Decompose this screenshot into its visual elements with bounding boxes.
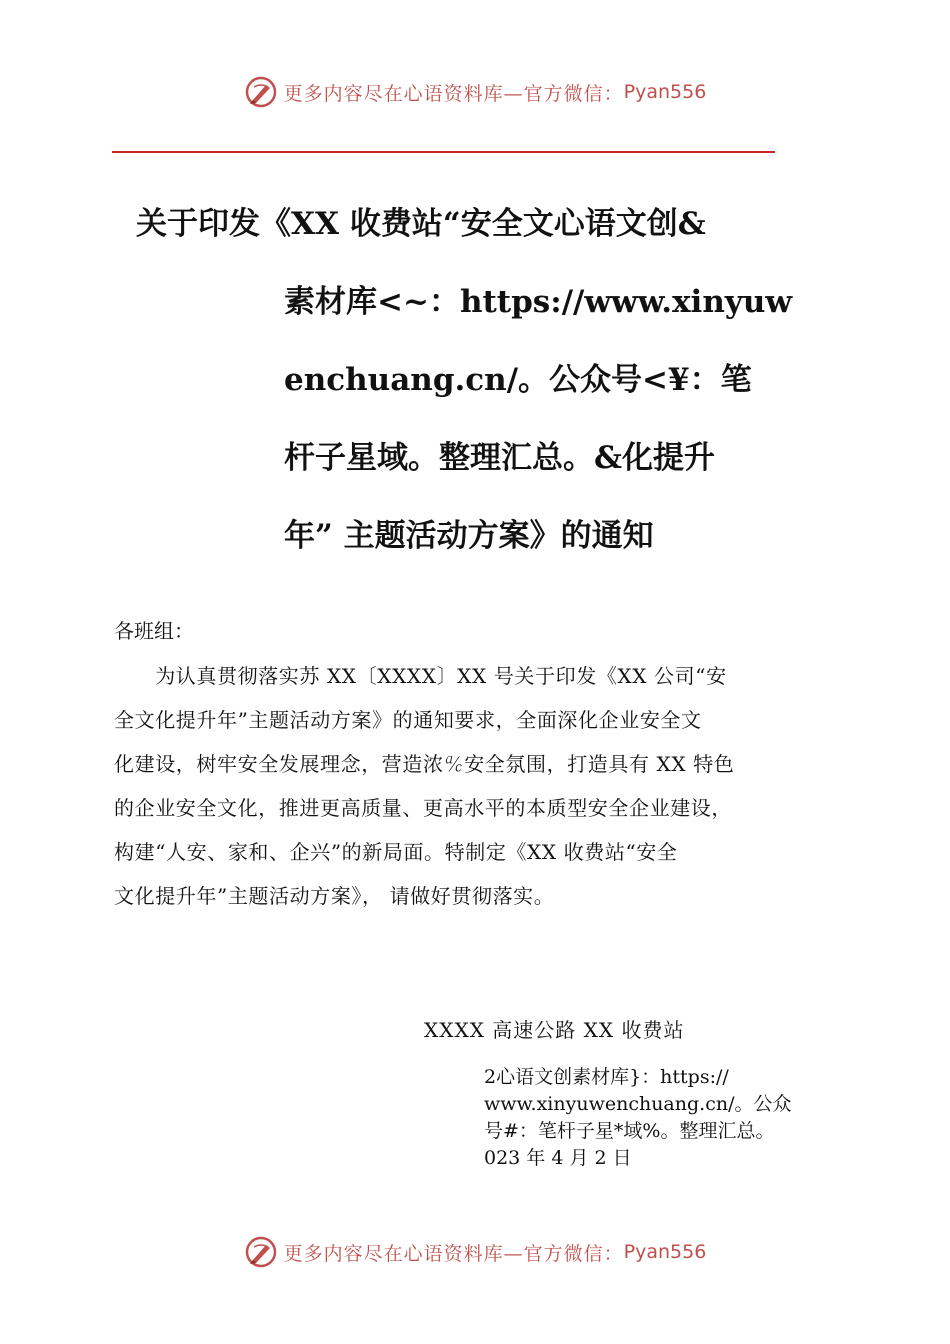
body-line: 的企业安全文化，推进更高质量、更高水平的本质型安全企业建设， <box>114 796 732 820</box>
salutation: 各班组： <box>114 619 194 643</box>
body-line: 为认真贯彻落实苏 XX〔XXXX〕XX 号关于印发《XX 公司“安 <box>114 664 727 688</box>
body-line: 构建“人安、家和、企兴”的新局面。特制定《XX 收费站“安全 <box>114 840 678 864</box>
signature-date: 023 年 4 月 2 日 <box>484 1147 632 1169</box>
title-line: enchuang.cn/。公众号<¥：笔 <box>284 362 752 398</box>
body-line: 全文化提升年”主题活动方案》的通知要求，全面深化企业安全文 <box>114 708 702 732</box>
title-line: 年” 主题活动方案》的通知 <box>284 518 654 554</box>
signature-org: XXXX 高速公路 XX 收费站 <box>424 1018 685 1042</box>
header-banner <box>0 70 950 114</box>
header-rule <box>112 151 775 153</box>
title-line: 素材库<~：https://www.xinyuw <box>284 284 793 320</box>
signature-line: 号#：笔杆子星*域%。整理汇总。 <box>484 1120 775 1142</box>
banner-text: 更多内容尽在心语资料库—官方微信： <box>283 82 624 105</box>
body-line: 化建设，树牢安全发展理念，营造浓℀安全氛围，打造具有 XX 特色 <box>114 752 735 776</box>
title-line: 关于印发《XX 收费站“安全文心语文创& <box>136 206 706 242</box>
banner-wechat-id: Pyan556 <box>623 1241 707 1263</box>
pen-logo-icon <box>244 1235 278 1269</box>
banner-text: 更多内容尽在心语资料库—官方微信： <box>283 1242 624 1265</box>
signature-line: 2心语文创素材库}：https:// <box>484 1066 729 1088</box>
banner-wechat-id: Pyan556 <box>623 81 707 103</box>
footer-banner <box>0 1230 950 1274</box>
body-line: 文化提升年”主题活动方案》， 请做好贯彻落实。 <box>114 884 555 908</box>
signature-line: www.xinyuwenchuang.cn/。公众 <box>484 1093 792 1115</box>
pen-logo-icon <box>244 75 278 109</box>
title-line: 杆子星域。整理汇总。&化提升 <box>284 440 715 476</box>
